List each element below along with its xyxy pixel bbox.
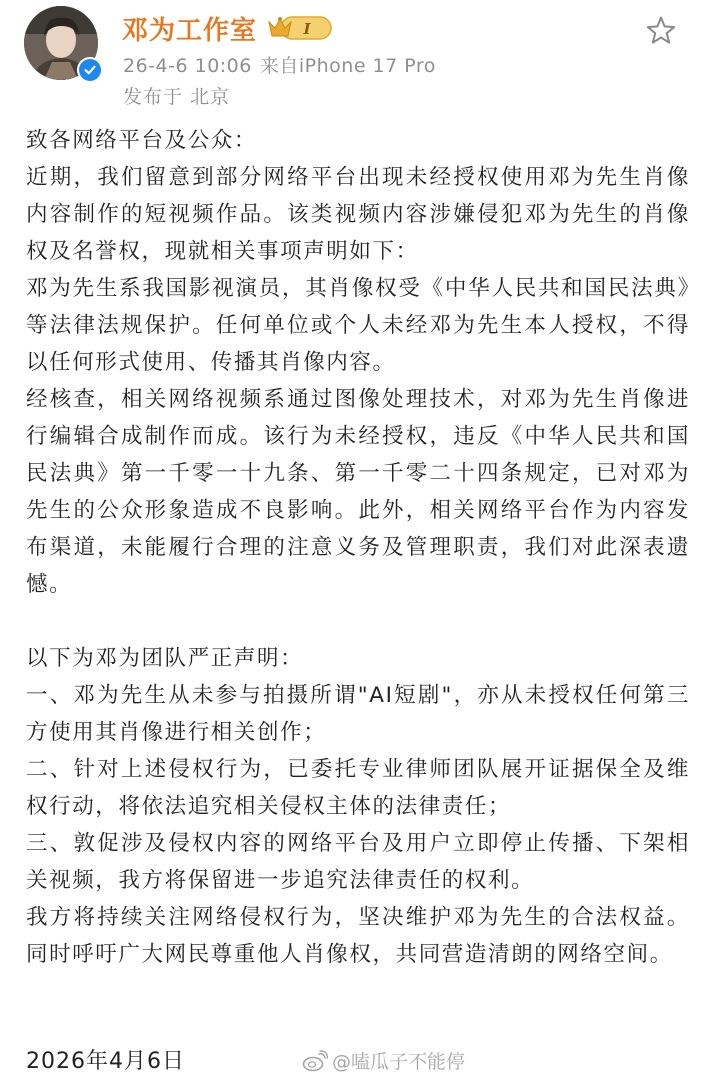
closing-paragraph: 我方将持续关注网络侵权行为，坚决维护邓为先生的合法权益。同时呼吁广大网民尊重他人肖像权，共同营造清朗的网络空间。 (26, 905, 690, 967)
statement-item: 三、敦促涉及侵权内容的网络平台及用户立即停止传播、下架相关视频，我方将保留进一步追究法律责任的权利。 (26, 831, 690, 893)
paragraph-gap (26, 603, 690, 640)
body-paragraph: 近期，我们留意到部分网络平台出现未经授权使用邓为先生肖像内容制作的短视频作品。该类视频内容涉嫌侵犯邓为先生的肖像权及名誉权，现就相关事项声明如下： (26, 165, 690, 264)
post-header (0, 0, 702, 120)
body-paragraph: 邓为先生系我国影视演员，其肖像权受《中华人民共和国民法典》等法律法规保护。任何单位或个人未经邓为先生本人授权，不得以任何形式使用、传播其肖像内容。 (26, 276, 690, 375)
weibo-logo-icon (302, 1050, 328, 1072)
post-timestamp: 26-4-6 10:06 (123, 55, 252, 77)
statement-item: 二、针对上述侵权行为，已委托专业律师团队展开证据保全及维权行动，将依法追究相关侵权主体的法律责任； (26, 757, 690, 819)
post-meta (123, 51, 436, 78)
post-body (26, 122, 690, 973)
user-name[interactable]: 邓为工作室 (122, 15, 258, 46)
star-outline-icon[interactable] (644, 14, 678, 48)
greeting-line: 致各网络平台及公众： (26, 128, 258, 153)
watermark (302, 1047, 465, 1074)
statement-heading: 以下为邓为团队严正声明： (26, 646, 304, 671)
verified-check-icon (77, 57, 103, 83)
post-source: 来自iPhone 17 Pro (259, 55, 436, 77)
post-location: 发布于 北京 (123, 86, 231, 108)
statement-item: 一、邓为先生从未参与拍摄所谓"AI短剧"，亦从未授权任何第三方使用其肖像进行相关创作； (26, 683, 690, 745)
statement-date: 2026年4月6日 (26, 1049, 185, 1074)
body-paragraph: 经核查，相关网络视频系通过图像处理技术，对邓为先生肖像进行编辑合成制作而成。该行为未经授权，违反《中华人民共和国民法典》第一千零一十九条、第一千零二十四条规定，已对邓为先生的公众形象造成不良影响。此外，相关网络平台作为内容发布渠道，未能履行合理的注意义务及管理职责，我们对此深表遗憾。 (26, 387, 690, 597)
name-row (122, 10, 333, 46)
level-badge-icon[interactable] (267, 14, 333, 42)
watermark-text: @嗑瓜子不能停 (332, 1051, 466, 1073)
level-badge-text: I (303, 20, 311, 38)
